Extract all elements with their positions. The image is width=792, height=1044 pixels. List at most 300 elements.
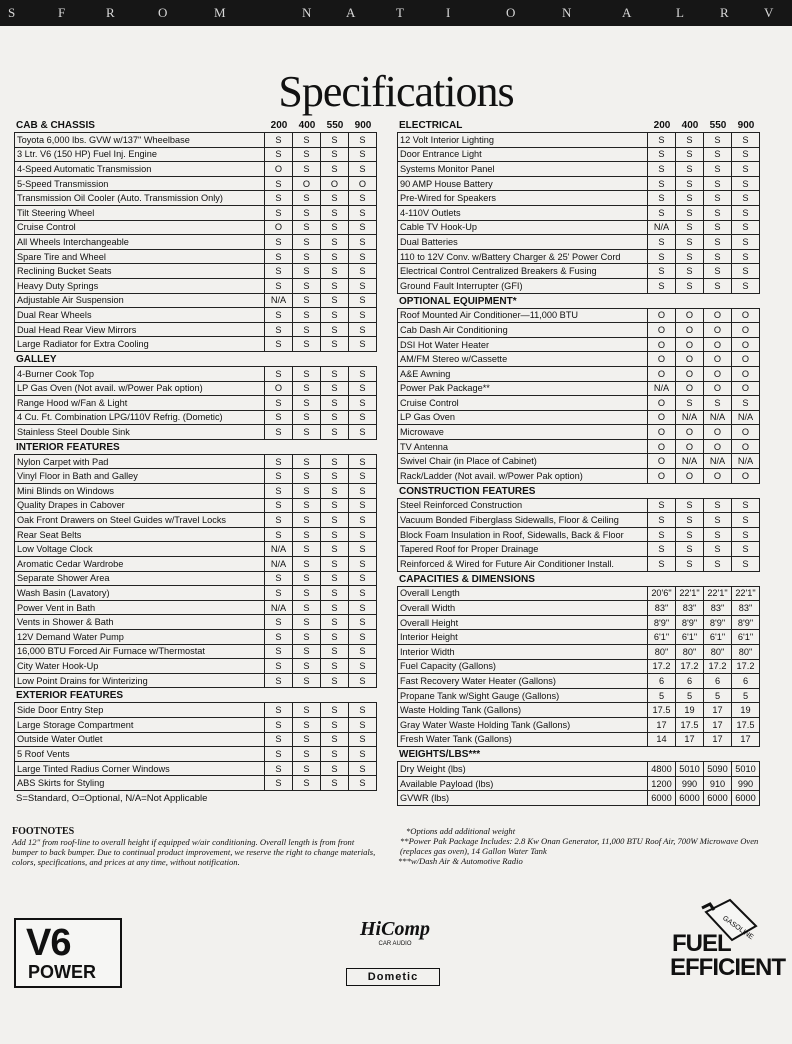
model-value: O [676, 425, 704, 440]
model-value: O [704, 308, 732, 323]
feature-label: Dual Head Rear View Mirrors [15, 322, 265, 337]
model-value: O [732, 308, 760, 323]
model-value: S [265, 191, 293, 206]
model-value: S [704, 191, 732, 206]
model-value: S [293, 586, 321, 601]
feature-label: Wash Basin (Lavatory) [15, 586, 265, 601]
model-value: O [648, 396, 676, 411]
feature-label: 4-Burner Cook Top [15, 366, 265, 381]
table-row [15, 205, 377, 220]
model-value: 5010 [732, 762, 760, 777]
model-value: S [676, 542, 704, 557]
model-value: S [293, 381, 321, 396]
model-header: 200 [270, 120, 288, 131]
model-value: O [648, 454, 676, 469]
table-row [15, 235, 377, 250]
model-value: S [321, 542, 349, 557]
model-value: S [293, 278, 321, 293]
model-value: O [704, 366, 732, 381]
model-value: S [293, 644, 321, 659]
model-value: S [265, 703, 293, 718]
model-value: S [265, 205, 293, 220]
model-value: S [676, 205, 704, 220]
model-value: S [293, 630, 321, 645]
model-value: 17 [676, 732, 704, 747]
model-value: S [293, 293, 321, 308]
feature-label: Cruise Control [398, 396, 648, 411]
feature-label: Large Storage Compartment [15, 717, 265, 732]
table-row [15, 220, 377, 235]
model-value: S [349, 469, 377, 484]
spec-table [14, 132, 377, 352]
table-row [15, 322, 377, 337]
model-header: 900 [354, 120, 372, 131]
model-value: O [732, 425, 760, 440]
table-row [398, 366, 760, 381]
model-value: O [265, 162, 293, 177]
feature-label: Mini Blinds on Windows [15, 484, 265, 499]
feature-label: 90 AMP House Battery [398, 176, 648, 191]
banner-letter: R [106, 5, 115, 20]
model-value: S [265, 673, 293, 688]
model-value: S [293, 147, 321, 162]
model-value: S [704, 249, 732, 264]
section-header [397, 294, 763, 308]
section-title: CONSTRUCTION FEATURES [399, 485, 536, 497]
model-value: S [321, 659, 349, 674]
model-value: 5 [676, 688, 704, 703]
model-value: O [648, 323, 676, 338]
model-value: 19 [676, 703, 704, 718]
model-value: 6000 [676, 791, 704, 806]
model-value: O [676, 366, 704, 381]
table-row [15, 630, 377, 645]
model-value: S [648, 235, 676, 250]
table-row [15, 527, 377, 542]
model-value: S [704, 220, 732, 235]
table-row [15, 425, 377, 440]
model-value: O [732, 352, 760, 367]
model-value: S [648, 498, 676, 513]
model-value: S [265, 235, 293, 250]
banner-letter: R [720, 5, 729, 20]
model-value: 17.5 [676, 717, 704, 732]
model-value: S [349, 147, 377, 162]
feature-label: Interior Height [398, 630, 648, 645]
model-value: O [648, 366, 676, 381]
model-value: O [732, 381, 760, 396]
model-value: N/A [732, 410, 760, 425]
model-value: S [265, 249, 293, 264]
table-row [15, 600, 377, 615]
section-title: WEIGHTS/LBS*** [399, 749, 481, 761]
model-value: 83" [676, 601, 704, 616]
feature-label: Oak Front Drawers on Steel Guides w/Travel Locks [15, 513, 265, 528]
model-value: 20'6" [648, 586, 676, 601]
feature-label: Transmission Oil Cooler (Auto. Transmission Only) [15, 191, 265, 206]
spec-table [14, 454, 377, 689]
model-value: S [648, 264, 676, 279]
model-value: O [704, 323, 732, 338]
table-row [398, 762, 760, 777]
section-header [397, 118, 763, 132]
model-value: S [321, 293, 349, 308]
feature-label: Tapered Roof for Proper Drainage [398, 542, 648, 557]
model-value: 22'1" [732, 586, 760, 601]
model-value: 17.2 [704, 659, 732, 674]
model-value: S [265, 586, 293, 601]
section-header [14, 688, 378, 702]
model-value: S [265, 644, 293, 659]
feature-label: Overall Height [398, 615, 648, 630]
section-title: EXTERIOR FEATURES [16, 690, 124, 702]
fuel-logo-text: FUEL [672, 930, 731, 957]
model-value: S [349, 454, 377, 469]
model-value: S [732, 176, 760, 191]
model-value: N/A [265, 542, 293, 557]
table-row [398, 469, 760, 484]
model-value: S [704, 162, 732, 177]
model-value: O [732, 439, 760, 454]
model-value: S [349, 205, 377, 220]
table-row [398, 147, 760, 162]
spec-table [397, 761, 760, 806]
model-value: O [676, 469, 704, 484]
model-value: S [293, 557, 321, 572]
feature-label: Propane Tank w/Sight Gauge (Gallons) [398, 688, 648, 703]
feature-label: Low Point Drains for Winterizing [15, 673, 265, 688]
model-value: O [349, 176, 377, 191]
model-value: S [676, 513, 704, 528]
model-value: 17.2 [676, 659, 704, 674]
model-value: N/A [676, 454, 704, 469]
note-options-weight: *Options add additional weight [406, 826, 516, 836]
model-value: S [732, 396, 760, 411]
feature-label: Heavy Duty Springs [15, 278, 265, 293]
model-value: S [321, 235, 349, 250]
feature-label: AM/FM Stereo w/Cassette [398, 352, 648, 367]
model-value: S [265, 630, 293, 645]
feature-label: City Water Hook-Up [15, 659, 265, 674]
model-value: S [293, 659, 321, 674]
model-value: O [704, 337, 732, 352]
model-value: O [704, 439, 732, 454]
table-row [398, 352, 760, 367]
model-value: S [265, 659, 293, 674]
model-value: S [265, 747, 293, 762]
model-value: S [265, 425, 293, 440]
table-row [398, 659, 760, 674]
model-value: S [704, 235, 732, 250]
model-value: S [732, 264, 760, 279]
model-value: 83" [648, 601, 676, 616]
table-row [398, 615, 760, 630]
efficient-logo-text: EFFICIENT [670, 954, 785, 981]
model-value: S [349, 659, 377, 674]
v6-power-logo [14, 918, 122, 988]
model-value: S [349, 557, 377, 572]
table-row [398, 191, 760, 206]
model-value: 6'1" [732, 630, 760, 645]
model-value: N/A [676, 410, 704, 425]
table-row [398, 323, 760, 338]
model-value: S [293, 747, 321, 762]
model-value: S [321, 615, 349, 630]
model-value: O [732, 337, 760, 352]
model-value: S [648, 278, 676, 293]
model-value: O [265, 381, 293, 396]
feature-label: All Wheels Interchangeable [15, 235, 265, 250]
feature-label: Pre-Wired for Speakers [398, 191, 648, 206]
model-value: S [321, 484, 349, 499]
model-value: S [293, 703, 321, 718]
model-value: S [321, 586, 349, 601]
model-value: S [732, 235, 760, 250]
model-value: 990 [676, 776, 704, 791]
table-row [15, 278, 377, 293]
model-value: S [349, 717, 377, 732]
model-value: S [265, 732, 293, 747]
model-value: S [321, 513, 349, 528]
model-header: 550 [709, 120, 727, 131]
section-title: INTERIOR FEATURES [16, 441, 120, 453]
model-value: S [349, 732, 377, 747]
feature-label: Cruise Control [15, 220, 265, 235]
feature-label: Fast Recovery Water Heater (Gallons) [398, 674, 648, 689]
model-value: S [732, 278, 760, 293]
model-value: S [349, 235, 377, 250]
feature-label: TV Antenna [398, 439, 648, 454]
model-value: S [321, 162, 349, 177]
footnotes-body: Add 12" from roof-line to overall height if equipped w/air conditioning. Overall length is from front bumper to back bumper. Due to continual product improvement, we reserve the right to change materials, colors, specifications, and prices at any time, without notification. [12, 837, 376, 867]
model-value: S [704, 205, 732, 220]
model-value: S [321, 396, 349, 411]
model-value: S [321, 220, 349, 235]
feature-label: Electrical Control Centralized Breakers & Fusing [398, 264, 648, 279]
model-value: S [265, 133, 293, 148]
table-row [15, 133, 377, 148]
feature-label: Large Tinted Radius Corner Windows [15, 761, 265, 776]
model-value: S [265, 410, 293, 425]
model-value: S [676, 162, 704, 177]
model-value: S [265, 615, 293, 630]
model-value: S [349, 600, 377, 615]
section-header [14, 118, 378, 132]
feature-label: Low Voltage Clock [15, 542, 265, 557]
banner-letter: A [622, 5, 632, 20]
model-value: S [732, 498, 760, 513]
model-value: S [732, 205, 760, 220]
table-row [15, 410, 377, 425]
feature-label: Large Radiator for Extra Cooling [15, 337, 265, 352]
table-row [15, 673, 377, 688]
model-value: S [321, 454, 349, 469]
model-value: O [648, 425, 676, 440]
model-value: S [349, 703, 377, 718]
section-title: OPTIONAL EQUIPMENT* [399, 295, 517, 307]
section-title: CAB & CHASSIS [16, 120, 95, 131]
table-row [15, 381, 377, 396]
model-value: 1200 [648, 776, 676, 791]
model-value: S [349, 220, 377, 235]
model-value: S [321, 308, 349, 323]
model-value: S [293, 484, 321, 499]
model-value: S [293, 454, 321, 469]
feature-label: Power Vent in Bath [15, 600, 265, 615]
model-value: 17.5 [648, 703, 676, 718]
model-value: 22'1" [704, 586, 732, 601]
model-value: 17 [648, 717, 676, 732]
model-value: 6 [648, 674, 676, 689]
model-value: S [704, 133, 732, 148]
feature-label: 4 Cu. Ft. Combination LPG/110V Refrig. (Dometic) [15, 410, 265, 425]
model-value: 5 [704, 688, 732, 703]
feature-label: Reinforced & Wired for Future Air Conditioner Install. [398, 557, 648, 572]
section-title: CAPACITIES & DIMENSIONS [399, 573, 535, 585]
model-value: 6000 [732, 791, 760, 806]
model-value: 5090 [704, 762, 732, 777]
feature-label: Aromatic Cedar Wardrobe [15, 557, 265, 572]
model-value: S [732, 133, 760, 148]
model-value: S [293, 308, 321, 323]
model-value: O [676, 308, 704, 323]
model-value: S [293, 425, 321, 440]
table-row [398, 220, 760, 235]
model-value: S [265, 176, 293, 191]
feature-label: Adjustable Air Suspension [15, 293, 265, 308]
feature-label: Vacuum Bonded Fiberglass Sidewalls, Floor & Ceiling [398, 513, 648, 528]
table-row [398, 162, 760, 177]
model-value: S [293, 133, 321, 148]
model-value: N/A [265, 557, 293, 572]
model-value: 17 [704, 732, 732, 747]
model-value: S [265, 527, 293, 542]
model-value: 6 [704, 674, 732, 689]
model-value: S [349, 191, 377, 206]
model-value: S [676, 527, 704, 542]
model-value: 17 [704, 703, 732, 718]
model-value: S [321, 264, 349, 279]
model-value: S [676, 498, 704, 513]
model-value: S [321, 673, 349, 688]
model-value: 8'9" [676, 615, 704, 630]
table-row [15, 498, 377, 513]
model-value: S [704, 278, 732, 293]
model-value: 6000 [704, 791, 732, 806]
model-value: S [349, 747, 377, 762]
model-value: S [349, 249, 377, 264]
model-value: S [349, 293, 377, 308]
feature-label: Cab Dash Air Conditioning [398, 323, 648, 338]
model-value: 6'1" [648, 630, 676, 645]
feature-label: ABS Skirts for Styling [15, 776, 265, 791]
feature-label: GVWR (lbs) [398, 791, 648, 806]
table-row [398, 337, 760, 352]
banner-letter: O [506, 5, 516, 20]
feature-label: DSI Hot Water Heater [398, 337, 648, 352]
model-value: N/A [732, 454, 760, 469]
model-value: S [704, 396, 732, 411]
feature-label: Power Pak Package** [398, 381, 648, 396]
feature-label: Block Foam Insulation in Roof, Sidewalls, Back & Floor [398, 527, 648, 542]
model-value: 17 [704, 717, 732, 732]
model-value: O [676, 337, 704, 352]
banner-letter: N [562, 5, 572, 20]
model-value: O [676, 381, 704, 396]
feature-label: 4-Speed Automatic Transmission [15, 162, 265, 177]
model-value: S [321, 133, 349, 148]
table-row [15, 703, 377, 718]
table-row [398, 732, 760, 747]
feature-label: Cable TV Hook-Up [398, 220, 648, 235]
table-row [15, 776, 377, 791]
model-value: S [648, 542, 676, 557]
model-value: S [349, 571, 377, 586]
feature-label: Vents in Shower & Bath [15, 615, 265, 630]
model-value: 5 [732, 688, 760, 703]
model-value: S [349, 615, 377, 630]
feature-label: Systems Monitor Panel [398, 162, 648, 177]
model-value: S [349, 366, 377, 381]
model-value: S [321, 205, 349, 220]
model-value: S [676, 264, 704, 279]
model-value: S [265, 454, 293, 469]
section-header [14, 352, 378, 366]
model-value: S [321, 469, 349, 484]
model-value: S [349, 308, 377, 323]
model-header: 400 [681, 120, 699, 131]
feature-label: Tilt Steering Wheel [15, 205, 265, 220]
model-value: S [265, 761, 293, 776]
model-value: 83" [704, 601, 732, 616]
model-value: S [321, 732, 349, 747]
model-value: S [321, 278, 349, 293]
model-value: S [265, 322, 293, 337]
feature-label: Side Door Entry Step [15, 703, 265, 718]
feature-label: Nylon Carpet with Pad [15, 454, 265, 469]
legend: S=Standard, O=Optional, N/A=Not Applicable [16, 792, 208, 804]
table-row [15, 308, 377, 323]
model-value: S [293, 600, 321, 615]
model-value: S [676, 396, 704, 411]
table-row [15, 249, 377, 264]
table-row [15, 293, 377, 308]
option-notes [398, 826, 778, 866]
model-value: S [321, 761, 349, 776]
power-logo-text: POWER [28, 962, 97, 982]
model-value: 22'1" [676, 586, 704, 601]
spec-table [14, 366, 377, 440]
model-value: S [676, 191, 704, 206]
model-value: S [293, 776, 321, 791]
model-value: O [293, 176, 321, 191]
table-row [15, 484, 377, 499]
model-value: S [349, 278, 377, 293]
feature-label: Fuel Capacity (Gallons) [398, 659, 648, 674]
table-row [398, 776, 760, 791]
banner-letter: N [302, 5, 312, 20]
model-value: 990 [732, 776, 760, 791]
model-value: S [704, 176, 732, 191]
table-row [398, 688, 760, 703]
model-value: S [293, 498, 321, 513]
banner-letter: S [8, 5, 16, 20]
model-value: S [676, 235, 704, 250]
model-header: 200 [653, 120, 671, 131]
model-value: 14 [648, 732, 676, 747]
model-value: O [321, 176, 349, 191]
table-row [15, 176, 377, 191]
